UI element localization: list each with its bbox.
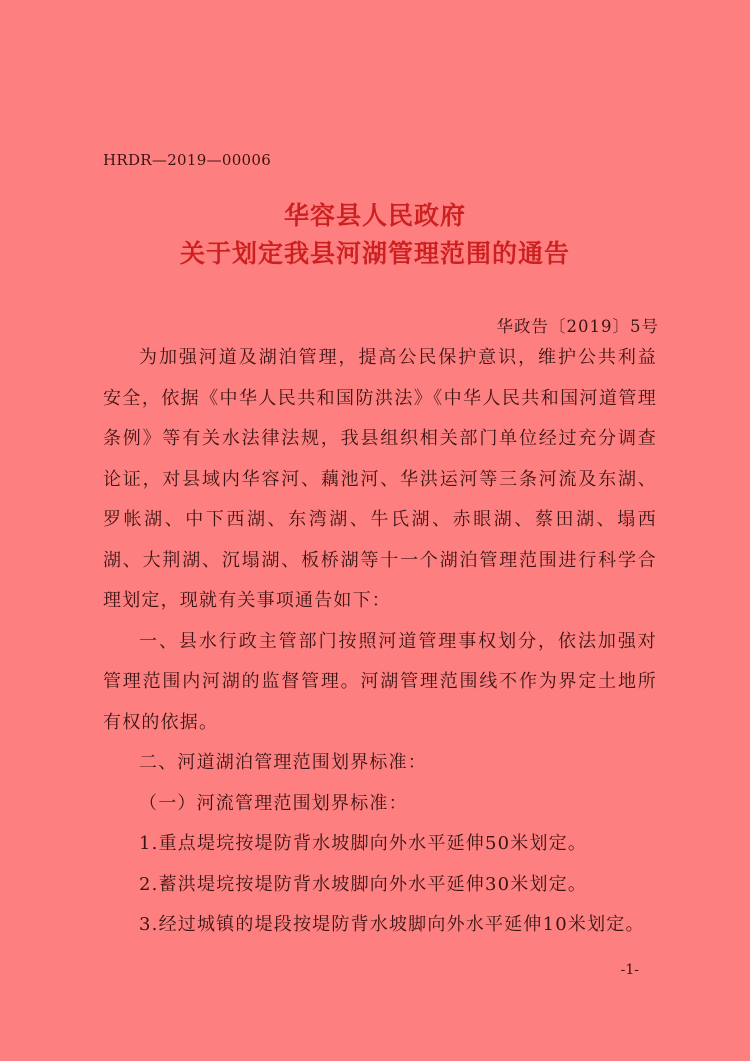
body-paragraph: 二、河道湖泊管理范围划界标准： [139, 752, 427, 773]
body-paragraph: （一）河流管理范围划界标准： [139, 792, 408, 814]
body-paragraph: 1.重点堤垸按堤防背水坡脚向外水平延伸50米划定。 [139, 833, 588, 854]
document-code: HRDR—2019—00006 [103, 151, 272, 169]
body-paragraph: 为加强河道及湖泊管理，提高公民保护意识，维护公共利益安全，依据《中华人民共和国防洪法》《中华人民共和国河道管理条例》等有关水法律法规，我县组织相关部门单位经过充分调查论证，对县域内华容河、藕池河、华洪运河等三条河流及东湖、罗帐湖、中下西湖、东湾湖、牛氏湖、赤眼湖、蔡田湖、塌西湖、大荆湖、沉塌湖、板桥湖等十一个湖泊管理范围进行科学合理划定，现就有关事项通告如下： [103, 347, 657, 611]
document-number: 华政告〔2019〕5号 [496, 317, 659, 336]
document-title-line-2: 关于划定我县河湖管理范围的通告 [179, 239, 570, 268]
body-paragraph: 3.经过城镇的堤段按堤防背水坡脚向外水平延伸10米划定。 [139, 914, 645, 935]
page-number: -1- [620, 962, 639, 978]
document-body [103, 338, 657, 946]
body-paragraph: 2.蓄洪堤垸按堤防背水坡脚向外水平延伸30米划定。 [139, 873, 588, 895]
document-title-line-1: 华容县人民政府 [283, 201, 466, 230]
body-paragraph: 一、县水行政主管部门按照河道管理事权划分，依法加强对管理范围内河湖的监督管理。河湖管理范围线不作为界定土地所有权的依据。 [103, 630, 657, 733]
